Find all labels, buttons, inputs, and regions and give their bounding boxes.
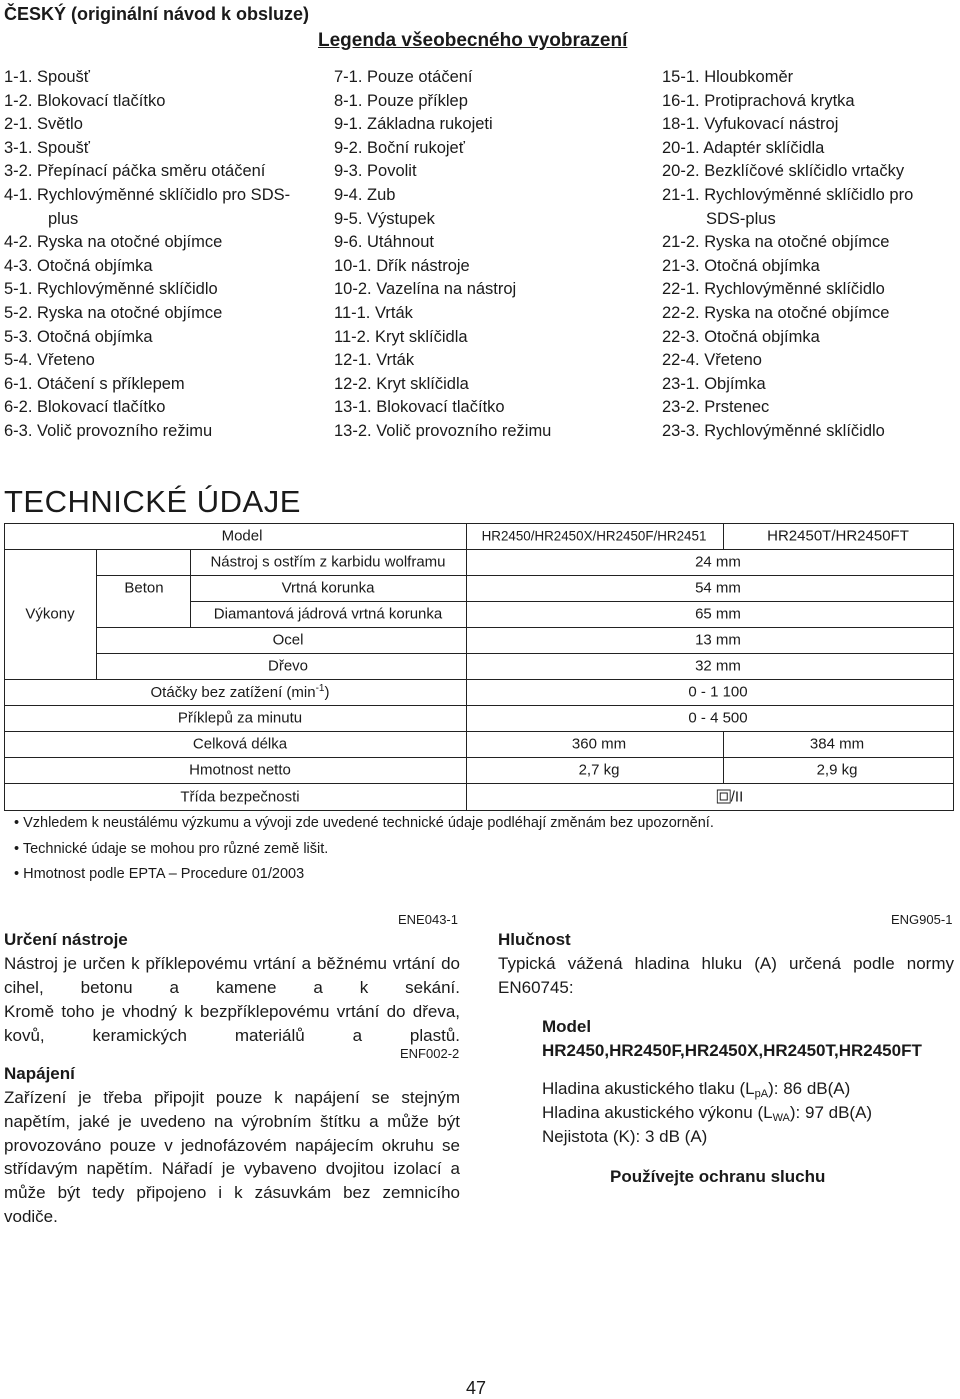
legend-item: 9-6. Utáhnout: [334, 233, 434, 252]
legend-item: 23-2. Prstenec: [662, 398, 770, 417]
speed-label-close: ): [324, 684, 330, 701]
section-heading-noise: Hlučnost: [498, 930, 571, 949]
legend-item: 23-1. Objímka: [662, 374, 766, 393]
legend-item: 23-3. Rychlovýměnné sklíčidlo: [662, 421, 885, 440]
legend-item: 7-1. Pouze otáčení: [334, 68, 473, 86]
intended-use-text-1: Nástroj je určen k příklepovému vrtání a běžnému vrtání do cihel, betonu a kamene a k sekání.: [4, 954, 460, 997]
row-value-a: 360 mm: [571, 735, 627, 753]
legend-title: Legenda všeobecného vyobrazení: [318, 30, 628, 51]
row-label: Dřevo: [267, 657, 309, 675]
hearing-protection-notice: Používejte ochranu sluchu: [610, 1167, 826, 1186]
legend-item: 4-2. Ryska na otočné objímce: [4, 233, 223, 252]
legend-item: 9-1. Základna rukojeti: [334, 115, 493, 134]
doc-code: ENG905-1: [891, 912, 953, 927]
legend-item: 21-3. Otočná objímka: [662, 256, 820, 275]
row-label: Příklepů za minutu: [177, 709, 303, 727]
tech-specs-title: TECHNICKÉ ÚDAJE: [4, 484, 301, 519]
legend-column-3: [662, 66, 913, 444]
legend-item: 6-2. Blokovací tlačítko: [4, 398, 166, 417]
row-label: Hmotnost netto: [189, 761, 291, 779]
legend-item: 12-2. Kryt sklíčidla: [334, 374, 469, 393]
row-value-safety: [717, 789, 744, 806]
row-label: Celková délka: [192, 735, 288, 753]
safety-class-text: /II: [730, 788, 744, 806]
legend-item: 10-2. Vazelína na nástroj: [334, 280, 517, 299]
legend-item: 22-3. Otočná objímka: [662, 327, 820, 346]
legend-item: 5-1. Rychlovýměnné sklíčidlo: [4, 280, 218, 299]
legend-item: 22-4. Vřeteno: [662, 351, 762, 370]
speed-label-superscript: -1: [315, 683, 325, 694]
noise-model-label: Model: [542, 1017, 592, 1036]
power-supply-text: Zařízení je třeba připojit pouze k napájení se stejným napětím, jaké je uvedeno na výrobním štítku a může být provozováno pouze v jednofázovém napájecím okruhu se střídavým napětím. Nářadí je vybaveno dvojitou izolací a může být tedy připojeno i k zásuvkám bez zemnicího vodiče.: [4, 1088, 460, 1226]
legend-item: 5-3. Otočná objímka: [4, 327, 153, 346]
legend-item: 5-2. Ryska na otočné objímce: [4, 303, 223, 322]
spec-note: • Vzhledem k neustálému výzkumu a vývoji zde uvedené technické údaje podléhají změnám bez upozornění.: [14, 815, 714, 831]
legend-item: 20-1. Adaptér sklíčidla: [662, 138, 825, 157]
row-value: 13 mm: [695, 631, 741, 649]
row-value-a: 2,7 kg: [578, 761, 620, 779]
sound-power-level: [542, 1103, 872, 1124]
legend-item: 22-2. Ryska na otočné objímce: [662, 303, 890, 322]
intended-use-text-2: Kromě toho je vhodný k bezpříklepovému vrtání do dřeva, kovů, keramických materiálů a plastů.: [4, 1002, 460, 1045]
spec-note: • Technické údaje se mohou pro různé země lišit.: [14, 841, 329, 857]
legend-item: 22-1. Rychlovýměnné sklíčidlo: [662, 280, 885, 299]
legend-column-2: [334, 66, 551, 444]
legend-item: SDS-plus: [706, 209, 776, 228]
legend-item: 21-2. Ryska na otočné objímce: [662, 233, 890, 252]
legend-item: 8-1. Pouze příklep: [334, 91, 468, 110]
legend-item: 9-2. Boční rukojeť: [334, 138, 465, 157]
row-value: 32 mm: [695, 657, 741, 675]
legend-column-1: [4, 66, 290, 444]
legend-item: 3-1. Spoušť: [4, 138, 90, 157]
legend-item: 13-2. Volič provozního režimu: [334, 421, 552, 440]
legend-item: plus: [48, 209, 79, 228]
doc-code: ENF002-2: [400, 1046, 460, 1061]
legend-item: 10-1. Dřík nástroje: [334, 256, 470, 275]
uncertainty: Nejistota (K): 3 dB (A): [542, 1127, 708, 1146]
row-value-b: 384 mm: [809, 735, 865, 753]
row-label: Vrtná korunka: [281, 579, 375, 597]
legend-item: 2-1. Světlo: [4, 115, 83, 134]
legend-item: 4-3. Otočná objímka: [4, 256, 153, 275]
row-value: 24 mm: [695, 553, 741, 571]
row-label: Diamantová jádrová vrtná korunka: [213, 605, 443, 623]
legend-item: 1-2. Blokovací tlačítko: [4, 91, 166, 110]
spec-table-grid: [4, 523, 954, 811]
legend-item: 6-3. Volič provozního režimu: [4, 421, 213, 440]
legend-item: 20-2. Bezklíčové sklíčidlo vrtačky: [662, 162, 905, 181]
legend-item: 16-1. Protiprachová krytka: [662, 91, 855, 110]
legend-item: 1-1. Spoušť: [4, 68, 90, 86]
row-value: 65 mm: [695, 605, 741, 623]
sound-pressure-value: ): 86 dB(A): [768, 1079, 851, 1098]
legend-item: 9-4. Zub: [334, 185, 396, 204]
legend-item: 13-1. Blokovací tlačítko: [334, 398, 505, 417]
section-heading-power-supply: Napájení: [4, 1064, 75, 1083]
noise-model-list: HR2450,HR2450F,HR2450X,HR2450T,HR2450FT: [542, 1041, 922, 1060]
sound-power-value: ): 97 dB(A): [789, 1103, 873, 1122]
noise-text: Typická vážená hladina hluku (A) určená podle normy EN60745:: [498, 954, 954, 997]
model-b: HR2450T/HR2450FT: [767, 527, 909, 545]
row-label: Třída bezpečnosti: [180, 788, 300, 806]
row-label: Ocel: [272, 631, 304, 649]
row-value: 0 - 4 500: [688, 709, 748, 727]
legend-item: 3-2. Přepínací páčka směru otáčení: [4, 162, 266, 181]
sound-pressure-level: [542, 1079, 850, 1100]
row-value: 0 - 1 100: [688, 683, 748, 701]
section-heading-intended-use: Určení nástroje: [4, 930, 128, 949]
spec-table: [4, 523, 954, 811]
speed-label-text: Otáčky bez zatížení (min: [150, 684, 316, 701]
legend-item: 9-3. Povolit: [334, 162, 417, 181]
row-label-speed: [151, 683, 330, 701]
page-number: 47: [466, 1378, 487, 1398]
concrete-label: Beton: [124, 579, 164, 597]
double-insulation-icon: [717, 790, 731, 804]
legend-item: 11-2. Kryt sklíčidla: [334, 327, 468, 346]
model-a: HR2450/HR2450X/HR2450F/HR2451: [481, 528, 707, 544]
legend-item: 6-1. Otáčení s příklepem: [4, 374, 185, 393]
legend-item: 9-5. Výstupek: [334, 209, 435, 228]
legend-item: 5-4. Vřeteno: [4, 351, 95, 370]
sound-power-subscript: WA: [772, 1112, 790, 1124]
sound-pressure-text: Hladina akustického tlaku (L: [542, 1079, 755, 1098]
sound-pressure-subscript: pA: [754, 1088, 769, 1100]
doc-code: ENE043-1: [398, 912, 458, 927]
legend-item: 21-1. Rychlovýměnné sklíčidlo pro: [662, 185, 914, 204]
language-title: ČESKÝ (originální návod k obsluze): [4, 4, 310, 24]
legend-item: 15-1. Hloubkoměr: [662, 68, 794, 86]
legend-item: 4-1. Rychlovýměnné sklíčidlo pro SDS-: [4, 185, 291, 204]
legend-item: 12-1. Vrták: [334, 351, 415, 370]
model-label: Model: [221, 527, 263, 545]
row-value: 54 mm: [695, 579, 741, 597]
legend-item: 18-1. Vyfukovací nástroj: [662, 115, 839, 134]
row-label: Nástroj s ostřím z karbidu wolframu: [210, 553, 446, 571]
sound-power-text: Hladina akustického výkonu (L: [542, 1103, 773, 1122]
row-value-b: 2,9 kg: [816, 761, 858, 779]
performance-label: Výkony: [25, 605, 75, 623]
spec-note: • Hmotnost podle EPTA – Procedure 01/2003: [14, 866, 305, 882]
legend-item: 11-1. Vrták: [334, 303, 413, 322]
